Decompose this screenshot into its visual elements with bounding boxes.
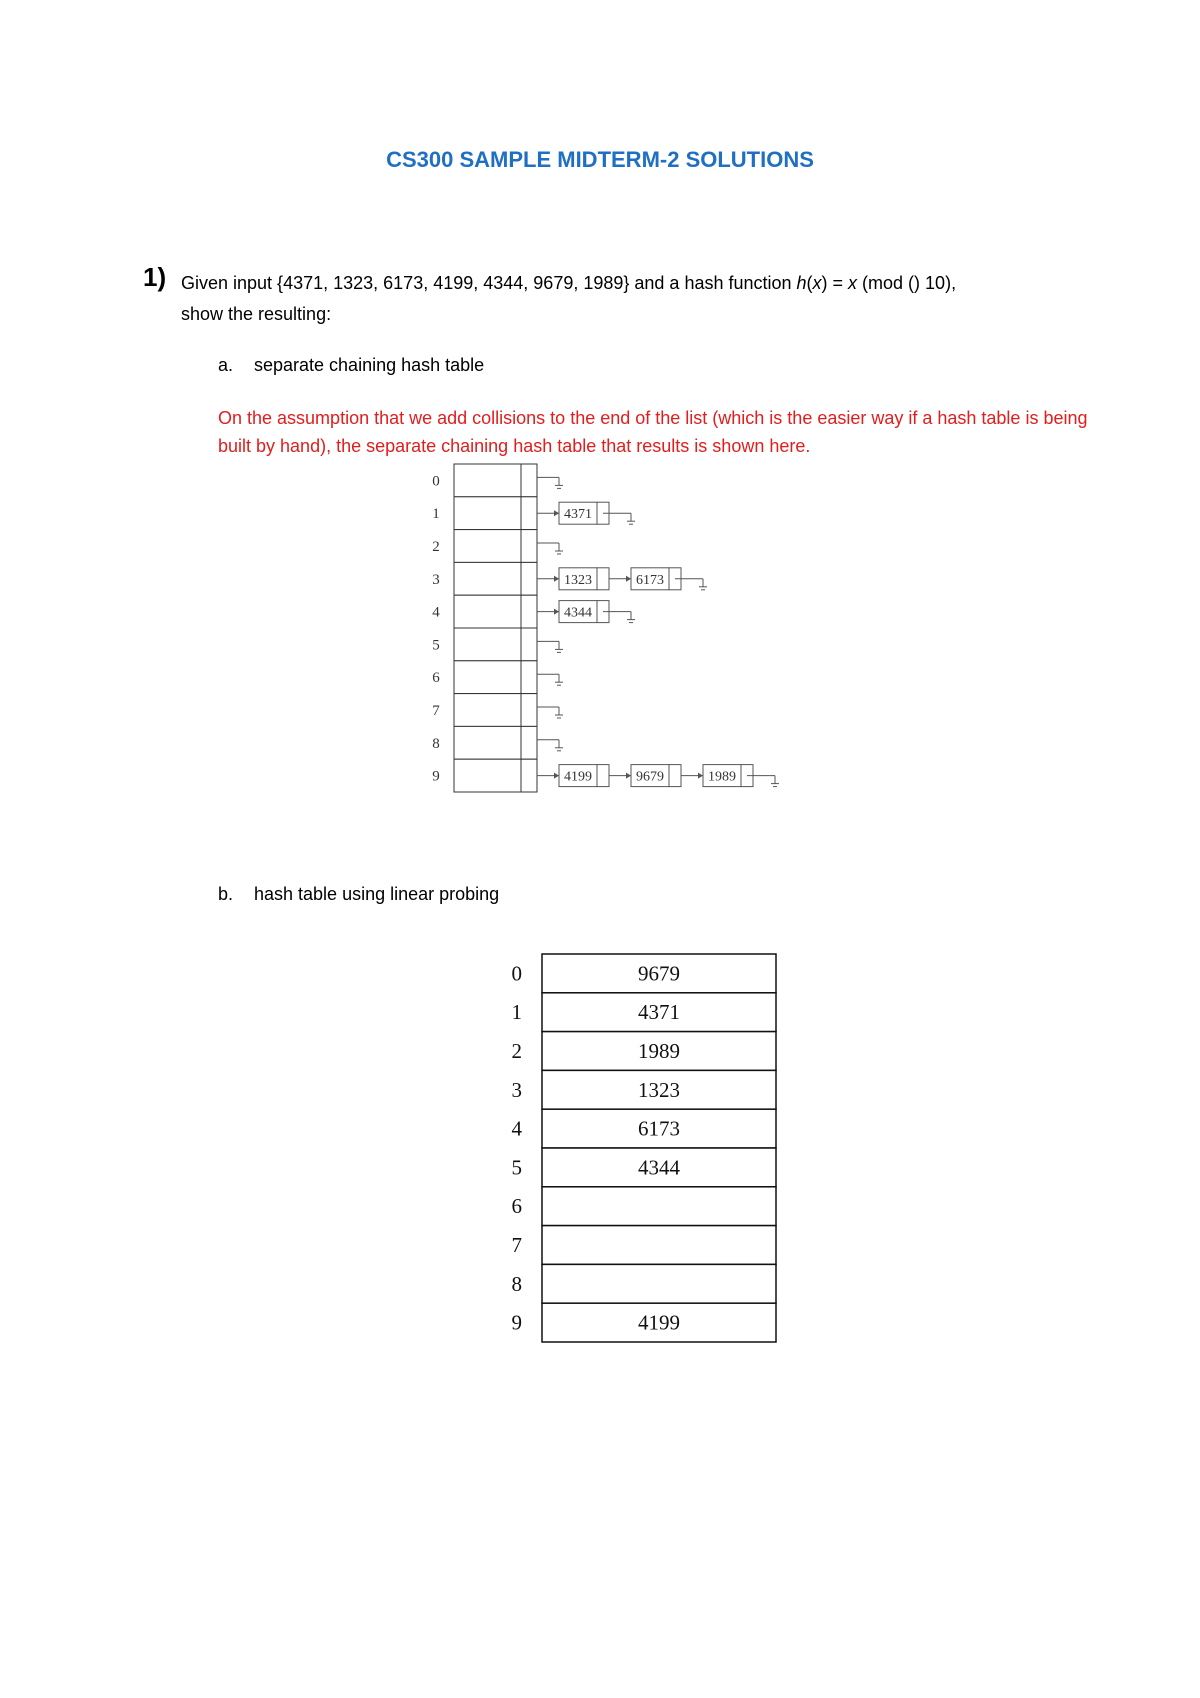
bucket-cell (454, 497, 521, 530)
probe-cell (542, 1264, 776, 1303)
probe-value: 4344 (638, 1155, 680, 1180)
question-line-2: show the resulting: (181, 304, 332, 324)
bucket-index: 9 (432, 768, 440, 785)
question-text-before: Given input {4371, 1323, 6173, 4199, 4344, 9679, 1989} and a hash function (181, 273, 797, 293)
chain-arrowhead (554, 773, 559, 779)
separate-chaining-diagram (412, 458, 812, 798)
bucket-index: 4 (432, 604, 440, 621)
chain-node-label: 6173 (636, 572, 664, 588)
question-text (181, 268, 1081, 330)
hash-fn-mid: ) = (821, 273, 849, 293)
chain-node-label: 1989 (708, 769, 736, 785)
chain-node-next (669, 765, 681, 787)
probe-index: 0 (511, 961, 522, 986)
probe-value: 1989 (638, 1039, 680, 1063)
hash-fn-open-paren: ( (806, 273, 813, 293)
bucket-index: 6 (432, 670, 440, 687)
linear-probing-diagram (480, 930, 800, 1350)
probe-index: 9 (511, 1310, 522, 1335)
bucket-cell (454, 694, 521, 727)
chain-node-label: 4199 (564, 769, 592, 785)
bucket-pointer-cell (521, 464, 537, 497)
bucket-pointer-cell (521, 497, 537, 530)
probe-value: 6173 (638, 1116, 680, 1141)
bucket-pointer-cell (521, 595, 537, 628)
probe-index: 2 (511, 1039, 522, 1063)
bucket-index: 8 (432, 735, 440, 752)
bucket-index: 7 (432, 703, 440, 719)
chain-arrowhead (626, 773, 631, 779)
bucket-cell (454, 595, 521, 628)
chain-node-next (597, 568, 609, 590)
bucket-cell (454, 628, 521, 661)
chain-node-next (597, 765, 609, 787)
probe-index: 8 (511, 1271, 522, 1296)
bucket-pointer-cell (521, 661, 537, 694)
probe-value: 9679 (638, 961, 680, 986)
part-a-letter: a. (218, 355, 234, 375)
chain-arrowhead (626, 576, 631, 582)
probe-index: 5 (511, 1155, 522, 1180)
probe-cell (542, 1226, 776, 1265)
part-a-label: separate chaining hash table (254, 355, 485, 375)
question-number: 1) (143, 262, 167, 292)
bucket-pointer-cell (521, 530, 537, 563)
bucket-index: 2 (432, 539, 440, 555)
bucket-cell (454, 726, 521, 759)
chain-node-label: 4371 (564, 507, 592, 523)
hash-fn-x2: x (848, 273, 858, 293)
chain-node-label: 1323 (564, 572, 592, 588)
page-title: CS300 SAMPLE MIDTERM-2 SOLUTIONS (386, 147, 814, 172)
bucket-index: 1 (432, 506, 440, 523)
chain-arrowhead (698, 773, 703, 779)
probe-index: 1 (511, 1000, 522, 1025)
probe-value: 4371 (638, 1000, 680, 1025)
bucket-cell (454, 530, 521, 563)
bucket-pointer-cell (521, 759, 537, 792)
bucket-index: 3 (432, 571, 440, 588)
bucket-pointer-cell (521, 628, 537, 661)
chain-arrowhead (554, 510, 559, 516)
hash-fn-x1: x (812, 273, 822, 293)
chain-arrowhead (554, 609, 559, 615)
part-a-note: On the assumption that we add collisions to the end of the list (which is the easier way if a hash table is being built by hand), the separate chaining hash table that results is shown here. (218, 408, 1088, 456)
bucket-cell (454, 464, 521, 497)
chain-node-label: 9679 (636, 769, 664, 785)
bucket-index: 0 (432, 473, 440, 490)
chain-node-label: 4344 (564, 605, 592, 621)
bucket-cell (454, 661, 521, 694)
bucket-pointer-cell (521, 562, 537, 595)
hash-fn-h: h (796, 273, 807, 293)
question-line-1 (181, 268, 1081, 299)
probe-cell (542, 1187, 776, 1226)
probe-index: 4 (511, 1116, 522, 1141)
part-b-label: hash table using linear probing (254, 884, 500, 904)
probe-value: 4199 (638, 1310, 680, 1335)
hash-fn-after: (mod () 10), (857, 273, 957, 293)
bucket-cell (454, 562, 521, 595)
bucket-pointer-cell (521, 694, 537, 727)
part-b-letter: b. (218, 884, 234, 904)
probe-value: 1323 (638, 1077, 680, 1102)
probe-index: 7 (511, 1233, 522, 1257)
bucket-index: 5 (432, 637, 440, 654)
probe-index: 3 (511, 1077, 522, 1102)
chain-arrowhead (554, 576, 559, 582)
bucket-cell (454, 759, 521, 792)
bucket-pointer-cell (521, 726, 537, 759)
probe-index: 6 (511, 1194, 522, 1219)
